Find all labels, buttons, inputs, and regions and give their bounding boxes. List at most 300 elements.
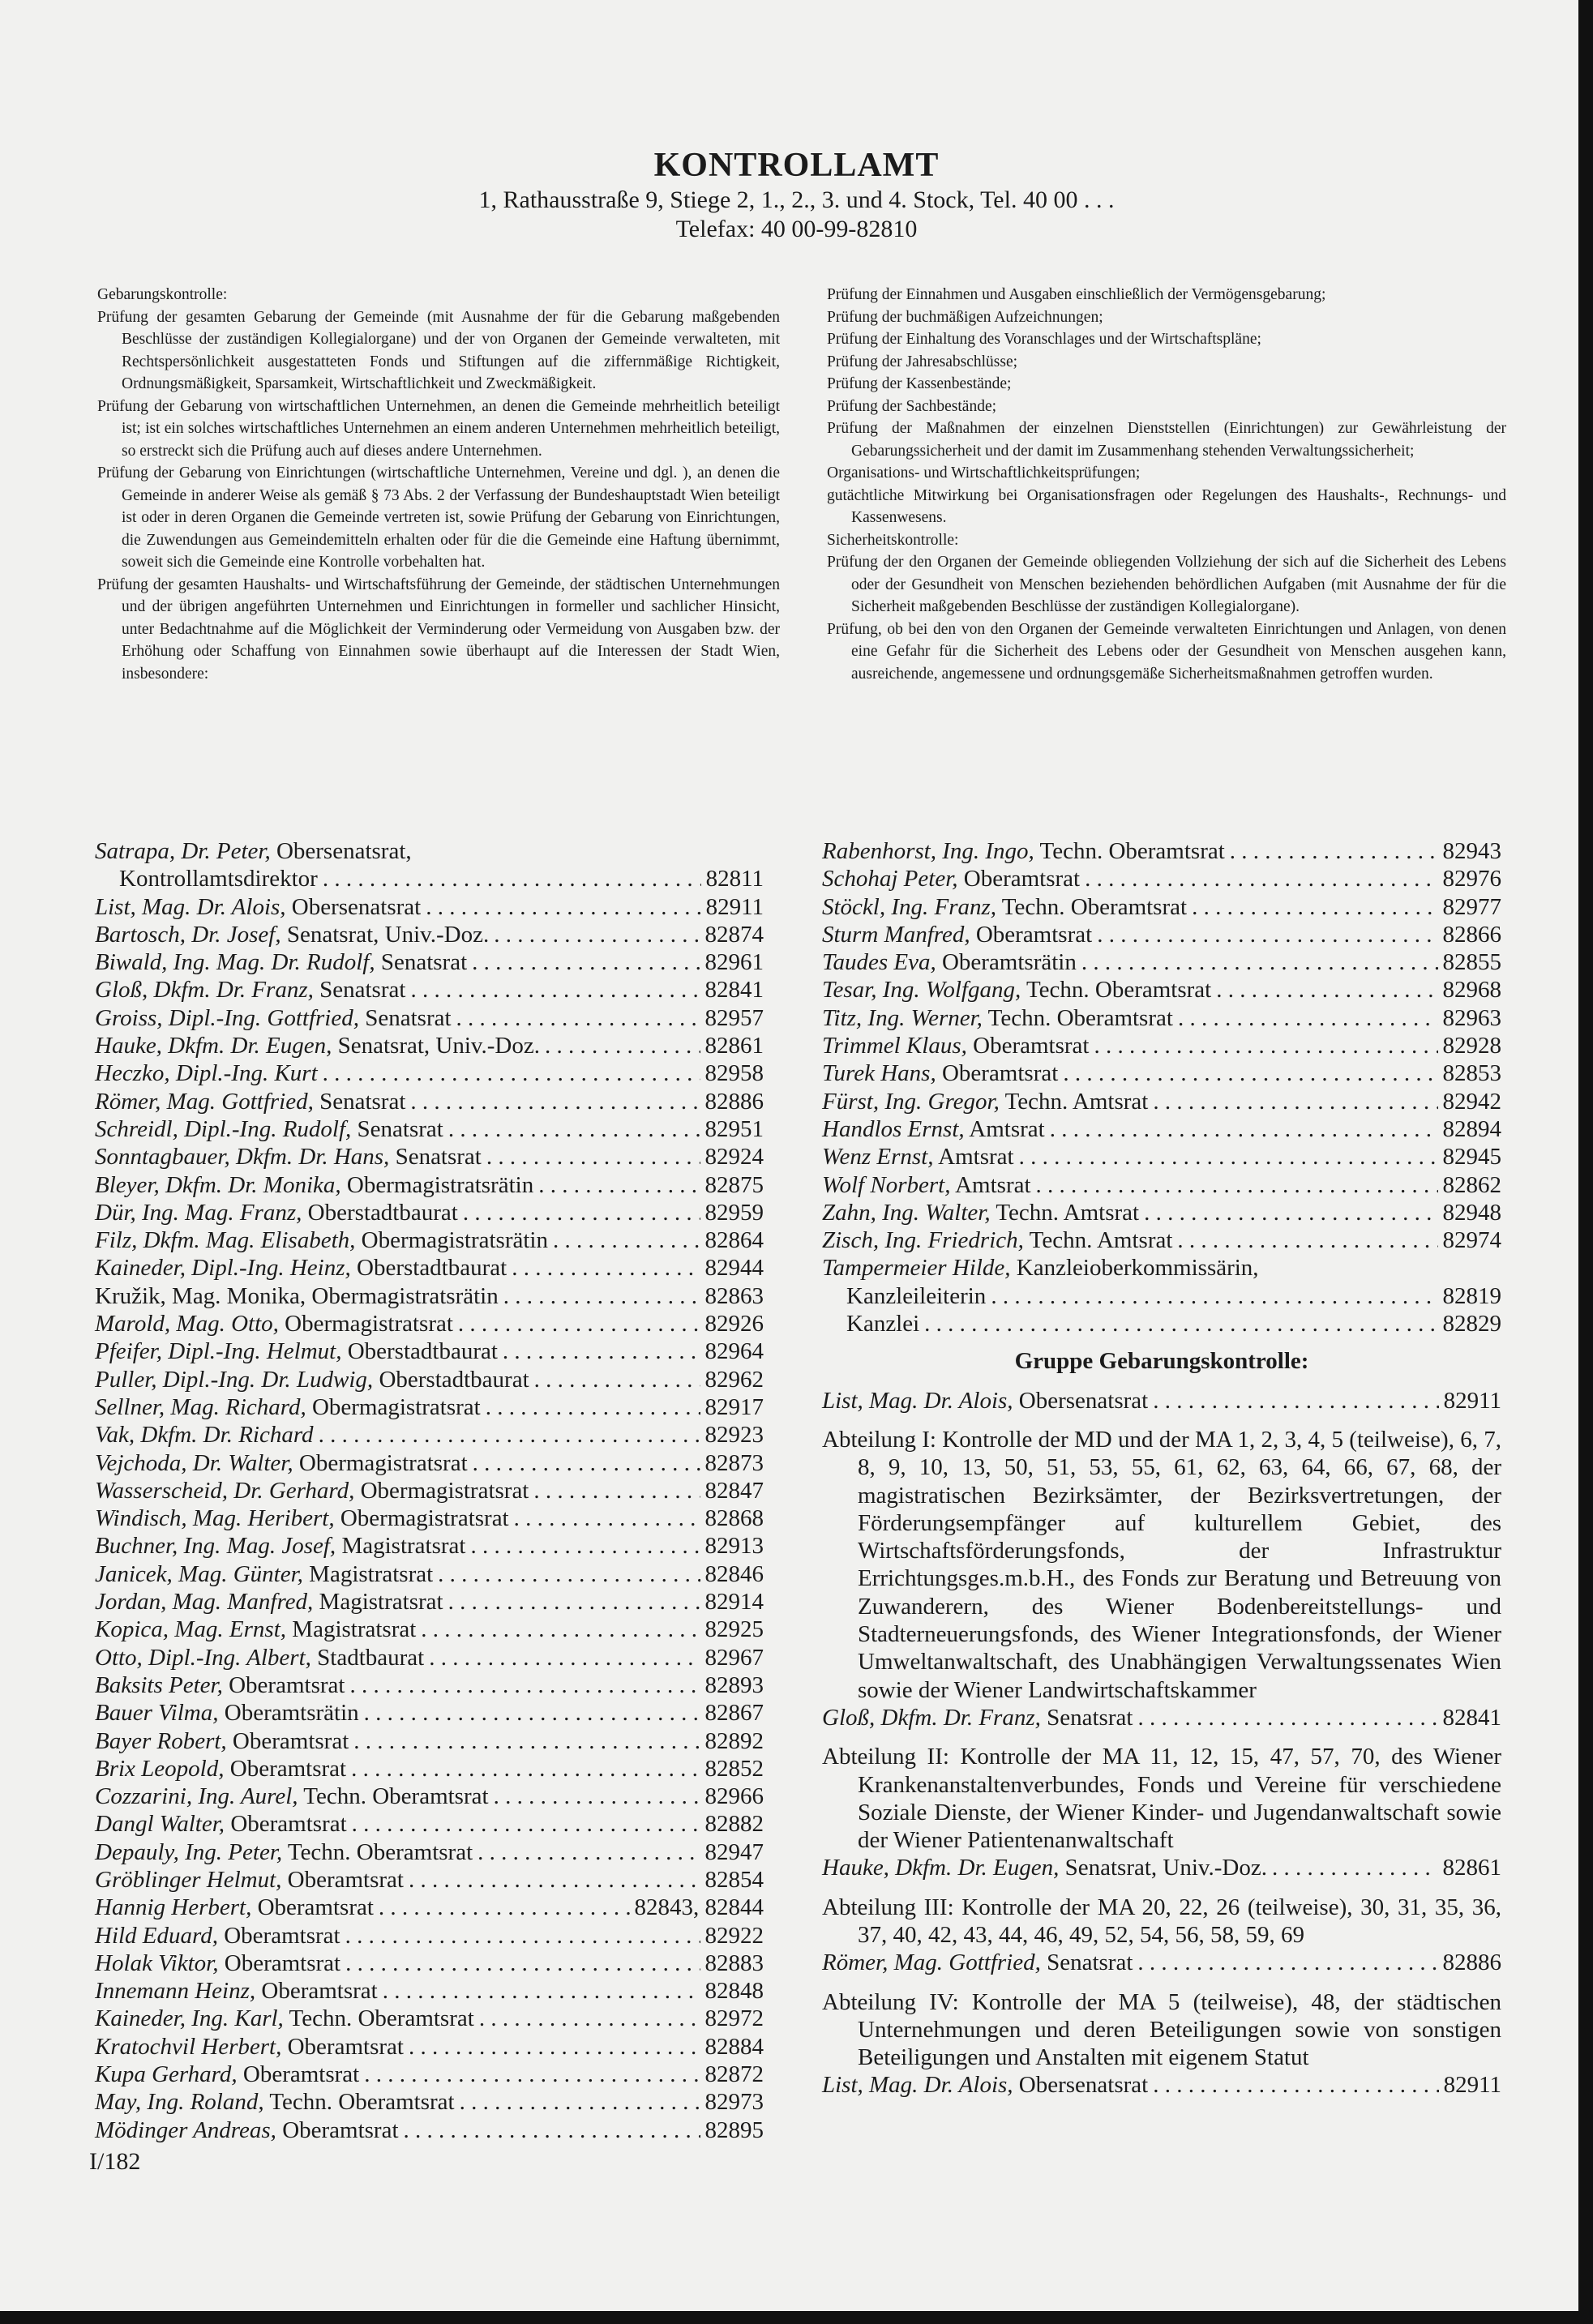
intro-paragraph: Gebarungskontrolle: <box>97 286 228 303</box>
intro-paragraph: Prüfung der Einhaltung des Voranschlages und der Wirtschaftspläne; <box>827 331 1261 348</box>
entry-title: Oberamtsrat <box>941 1060 1059 1087</box>
entry-text <box>822 865 1080 892</box>
entry-text <box>95 1393 481 1421</box>
dot-leader <box>1272 1854 1438 1881</box>
entry-title: Senatsrat <box>1047 1950 1133 1976</box>
entry-phone: 82974 <box>1442 1227 1501 1254</box>
page-title: KONTROLLAMT <box>653 147 940 184</box>
entry-phone: 82917 <box>704 1393 764 1420</box>
entry-phone: 82841 <box>704 977 764 1004</box>
entry-title: Senatsrat, Univ.-Doz. <box>286 921 490 948</box>
entry-title: Obermagistratsrat <box>311 1393 481 1420</box>
dot-leader <box>351 1755 700 1783</box>
dot-leader <box>1097 921 1437 948</box>
entry-phone: 82882 <box>704 1811 764 1838</box>
entry-phone: 82914 <box>704 1589 764 1616</box>
entry-name: List, Mag. Dr. Alois, <box>822 2072 1013 2099</box>
entry-phone: 82894 <box>1442 1115 1501 1142</box>
entry-name: Kaineder, Dipl.-Ing. Heinz, <box>95 1255 351 1282</box>
entry-text <box>95 1199 458 1226</box>
intro-paragraph: Prüfung der gesamten Haushalts- und Wirtschaftsführung der Gemeinde, der städtischen Unternehmungen und der übrigen angeführten Unternehmen und Einrichtungen in formeller und sachlicher Hinsicht, unter Bedachtnahme auf die Möglichkeit der Verminderung oder Vermeidung von Ausgaben bzw. der Erhöhung oder Schaffung von Einnahmen sowie überhaupt auf die Interessen der Stadt Wien, insbesondere: <box>97 576 780 683</box>
entry-phone: 82968 <box>1442 977 1501 1004</box>
dot-leader <box>1230 837 1438 865</box>
dot-leader <box>472 948 700 976</box>
entry-title: Oberamtsrat <box>287 2033 404 2060</box>
dot-leader <box>409 1866 700 1894</box>
entry-text <box>822 1059 1058 1087</box>
entry-text <box>822 837 1225 865</box>
entry-title: Amtsrat <box>938 1144 1014 1171</box>
dot-leader <box>533 1477 700 1504</box>
intro-paragraph: Prüfung der Einnahmen und Ausgaben einschließlich der Vermögensgebarung; <box>827 286 1326 303</box>
entry-phone: 82958 <box>704 1060 764 1087</box>
entry-name: Titz, Ing. Werner, <box>822 1004 983 1031</box>
dot-leader <box>1153 1088 1437 1115</box>
entry-name: Tampermeier Hilde, <box>822 1255 1011 1282</box>
entry-name: Bayer Robert, <box>95 1727 227 1754</box>
dot-leader <box>534 1366 700 1393</box>
entry-phone: 82924 <box>704 1144 764 1171</box>
entry-phone: 82863 <box>704 1282 764 1309</box>
entry-text <box>822 1387 1148 1415</box>
staff-entry <box>95 1616 764 1643</box>
entry-text <box>95 1560 433 1588</box>
entry-name: Vejchoda, Dr. Walter, <box>95 1449 293 1476</box>
entry-text <box>822 1199 1139 1226</box>
entry-name: Schreidl, Dipl.-Ing. Rudolf, <box>95 1115 352 1142</box>
entry-phone: 82855 <box>1442 949 1501 976</box>
entry-title: Stadtbaurat <box>317 1644 425 1671</box>
entry-phone: 82861 <box>1442 1855 1501 1881</box>
staff-entry <box>822 1854 1501 1881</box>
staff-entry <box>95 1588 764 1616</box>
entry-phone: 82861 <box>704 1033 764 1059</box>
entry-title: Obersenatsrat, <box>276 838 412 864</box>
entry-title: Oberamtsrat <box>224 1950 341 1976</box>
entry-text <box>95 1616 416 1643</box>
entry-text <box>95 1421 314 1449</box>
staff-entry <box>95 1671 764 1699</box>
dot-leader <box>410 976 700 1004</box>
entry-text <box>95 921 489 948</box>
staff-entry <box>95 1366 764 1393</box>
address-line: 1, Rathausstraße 9, Stiege 2, 1., 2., 3. und 4. Stock, Tel. 40 00 . . . <box>478 186 1115 213</box>
entry-name: Römer, Mag. Gottfried, <box>822 1950 1041 1976</box>
entry-title: Kanzleileiterin <box>846 1282 987 1309</box>
staff-entry <box>95 1977 764 2005</box>
entry-text <box>95 1282 499 1310</box>
department-block <box>822 1743 1501 1881</box>
dot-leader <box>1085 865 1437 892</box>
dot-leader <box>503 1282 700 1310</box>
entry-text <box>95 2061 359 2088</box>
dot-leader <box>494 1783 700 1810</box>
entry-title: Kanzlei <box>846 1311 920 1337</box>
staff-entry <box>95 1254 764 1282</box>
entry-title: Magistratsrat <box>341 1533 466 1560</box>
entry-title: Senatsrat <box>1047 1704 1133 1731</box>
entry-name: Kratochvil Herbert, <box>95 2033 282 2060</box>
staff-entry <box>95 976 764 1004</box>
staff-entry <box>95 1171 764 1199</box>
entry-title: Techn. Amtsrat <box>1004 1088 1149 1115</box>
entry-phone: 82841 <box>1442 1704 1501 1731</box>
staff-entry <box>95 893 764 921</box>
entry-phone: 82925 <box>704 1616 764 1643</box>
dot-leader <box>364 1699 700 1727</box>
staff-entry <box>95 1894 764 1921</box>
entry-text <box>822 1310 919 1337</box>
staff-entry <box>95 1866 764 1894</box>
entry-phone: 82962 <box>704 1366 764 1393</box>
entry-name: Groiss, Dipl.-Ing. Gottfried, <box>95 1004 359 1031</box>
entry-name: Fürst, Ing. Gregor, <box>822 1088 1000 1115</box>
entry-phone: 82911 <box>705 893 764 920</box>
staff-entry <box>95 1226 764 1254</box>
staff-entry <box>822 1310 1501 1337</box>
entry-text <box>95 1337 498 1365</box>
entry-name: Hauke, Dkfm. Dr. Eugen, <box>822 1855 1060 1881</box>
staff-entry <box>822 1004 1501 1032</box>
entry-text <box>822 948 1077 976</box>
entry-phone: 82963 <box>1442 1004 1501 1031</box>
intro-left-column <box>97 284 780 685</box>
entry-text <box>95 1004 452 1032</box>
entry-title: Obermagistratsrat <box>360 1477 529 1504</box>
entry-title: Oberstadtbaurat <box>307 1199 458 1226</box>
entry-phone: 82947 <box>704 1838 764 1865</box>
entry-text <box>822 1226 1172 1254</box>
entry-title: Techn. Amtsrat <box>1029 1227 1173 1254</box>
entry-text <box>95 1115 443 1143</box>
entry-text <box>95 1504 509 1532</box>
entry-title: Magistratsrat <box>292 1616 417 1643</box>
staff-entry <box>95 1421 764 1449</box>
entry-title: Amtsrat <box>955 1171 1031 1198</box>
entry-text <box>95 2088 455 2116</box>
staff-entry <box>95 837 764 865</box>
dot-leader <box>1063 1059 1437 1087</box>
entry-text <box>822 2071 1148 2099</box>
entry-name: Otto, Dipl.-Ing. Albert, <box>95 1644 311 1671</box>
intro-paragraph: Prüfung der Jahresabschlüsse; <box>827 353 1018 370</box>
dot-leader <box>512 1254 700 1282</box>
entry-phone: 82972 <box>704 2005 764 2032</box>
staff-entry <box>822 1949 1501 1976</box>
dot-leader <box>1081 948 1438 976</box>
dot-leader <box>410 1088 700 1115</box>
entry-name: Rabenhorst, Ing. Ingo, <box>822 838 1034 864</box>
entry-title: Oberstadtbaurat <box>357 1255 507 1282</box>
entry-text <box>95 1032 540 1059</box>
entry-text <box>95 1922 340 1950</box>
entry-phone: 82883 <box>704 1950 764 1976</box>
entry-title: Senatsrat <box>319 1088 406 1115</box>
entry-phone: 82944 <box>704 1255 764 1282</box>
dot-leader <box>429 1644 700 1671</box>
entry-name: Schohaj Peter, <box>822 866 958 892</box>
entry-phone: 82973 <box>704 2089 764 2116</box>
entry-phone: 82843, 82844 <box>634 1894 764 1921</box>
staff-entry <box>95 2033 764 2061</box>
entry-title: Oberamtsrat <box>963 866 1081 892</box>
entry-phone: 82862 <box>1442 1171 1501 1198</box>
entry-text <box>95 893 421 921</box>
entry-phone: 82895 <box>704 2116 764 2143</box>
intro-paragraph: Prüfung, ob bei den von den Organen der Gemeinde verwalteten Einrichtungen und Anlagen, von denen eine Gefahr für die Sicherheit des Lebens oder der Gesundheit von Menschen ausgehen kann, ausreichende, angemessene und ordnungsgemäße Sicherheitsmaßnahmen getroffen wurden. <box>827 620 1506 683</box>
entry-phone: 82875 <box>704 1171 764 1198</box>
entry-name: Hild Eduard, <box>95 1922 218 1949</box>
entry-phone: 82967 <box>704 1644 764 1671</box>
intro-paragraph: gutächtliche Mitwirkung bei Organisationsfragen oder Regelungen des Haushalts-, Rechnungs- und Kassenwesens. <box>827 486 1506 526</box>
staff-entry <box>95 1032 764 1059</box>
staff-entry <box>822 1282 1501 1310</box>
dot-leader <box>1050 1115 1438 1143</box>
entry-phone: 82948 <box>1442 1199 1501 1226</box>
entry-phone: 82829 <box>1442 1311 1501 1337</box>
staff-directory-right <box>822 837 1501 2099</box>
dot-leader <box>426 893 700 921</box>
entry-name: Janicek, Mag. Günter, <box>95 1560 303 1587</box>
entry-phone: 82848 <box>704 1978 764 2005</box>
staff-entry <box>95 948 764 976</box>
entry-title: Oberamtsrat <box>257 1894 374 1921</box>
entry-text <box>822 1704 1133 1731</box>
entry-name: Cozzarini, Ing. Aurel, <box>95 1783 298 1810</box>
entry-title: Kontrollamtsdirektor <box>119 866 318 892</box>
entry-name: Dür, Ing. Mag. Franz, <box>95 1199 302 1226</box>
entry-text <box>822 976 1211 1004</box>
entry-title: Oberamtsrätin <box>224 1700 359 1727</box>
entry-title: Senatsrat, Univ.-Doz. <box>1064 1855 1267 1881</box>
staff-entry <box>95 1810 764 1838</box>
staff-entry <box>95 1393 764 1421</box>
dot-leader <box>1144 1199 1437 1226</box>
entry-name: Vak, Dkfm. Dr. Richard <box>95 1422 314 1449</box>
entry-title: Obermagistratsrat <box>285 1311 453 1337</box>
dot-leader <box>538 1171 700 1199</box>
dot-leader <box>404 2116 700 2144</box>
entry-phone: 82866 <box>1442 921 1501 948</box>
entry-text <box>95 1671 345 1699</box>
entry-text <box>95 1254 507 1282</box>
entry-name: Sonntagbauer, Dkfm. Dr. Hans, <box>95 1144 390 1171</box>
group-title: Gruppe Gebarungskontrolle: <box>1014 1348 1309 1375</box>
entry-name: May, Ing. Roland, <box>95 2089 264 2116</box>
entry-name: Innemann Heinz, <box>95 1978 256 2005</box>
entry-name: Mödinger Andreas, <box>95 2116 276 2143</box>
entry-title: Oberamtsrat <box>229 1671 345 1698</box>
department-list <box>822 1426 1501 2099</box>
entry-name: Heczko, Dipl.-Ing. Kurt <box>95 1060 318 1087</box>
staff-entry <box>822 1143 1501 1171</box>
entry-title: Oberamtsrat <box>287 1866 404 1893</box>
entry-phone: 82846 <box>704 1560 764 1587</box>
entry-phone: 82957 <box>704 1004 764 1031</box>
entry-phone: 82872 <box>704 2061 764 2088</box>
entry-title: Oberamtsrätin <box>941 949 1077 976</box>
staff-entry <box>95 2061 764 2088</box>
dot-leader <box>458 1310 700 1337</box>
staff-entry <box>822 1088 1501 1115</box>
entry-phone: 82847 <box>704 1477 764 1504</box>
entry-name: Sturm Manfred, <box>822 921 970 948</box>
entry-text <box>822 1282 986 1310</box>
entry-title: Senatsrat <box>319 977 406 1004</box>
dot-leader <box>352 1810 700 1838</box>
entry-name: Bauer Vilma, <box>95 1700 219 1727</box>
staff-entry <box>95 865 764 892</box>
entry-text <box>95 1838 473 1866</box>
entry-name: Wenz Ernst, <box>822 1144 934 1171</box>
staff-entry <box>95 1727 764 1755</box>
entry-name: Buchner, Ing. Mag. Josef, <box>95 1533 336 1560</box>
staff-entry <box>95 1644 764 1671</box>
dot-leader <box>364 2061 700 2088</box>
staff-entry <box>95 1143 764 1171</box>
staff-entry <box>822 1226 1501 1254</box>
entry-text <box>95 1588 443 1616</box>
department-block <box>822 1894 1501 1977</box>
entry-title: Techn. Amtsrat <box>996 1199 1140 1226</box>
entry-phone: 82923 <box>704 1422 764 1449</box>
entry-text <box>95 2033 404 2061</box>
entry-name: Gloß, Dkfm. Dr. Franz, <box>822 1704 1041 1731</box>
entry-title: Techn. Oberamtsrat <box>269 2089 455 2116</box>
staff-entry <box>95 1449 764 1477</box>
staff-entry <box>822 1115 1501 1143</box>
entry-text <box>95 1894 374 1921</box>
dot-leader <box>545 1032 700 1059</box>
entry-name: Tesar, Ing. Wolfgang, <box>822 977 1021 1004</box>
entry-text <box>822 1088 1148 1115</box>
staff-entry <box>822 865 1501 892</box>
entry-name: Gröblinger Helmut, <box>95 1866 282 1893</box>
entry-name: Zahn, Ing. Walter, <box>822 1199 991 1226</box>
entry-name: Biwald, Ing. Mag. Dr. Rudolf, <box>95 949 375 976</box>
dot-leader <box>503 1337 700 1365</box>
entry-title: Senatsrat, Univ.-Doz. <box>337 1033 540 1059</box>
entry-phone: 82852 <box>704 1755 764 1782</box>
entry-name: Bartosch, Dr. Josef, <box>95 921 281 948</box>
entry-text <box>95 1810 347 1838</box>
dot-leader <box>514 1504 700 1532</box>
dot-leader <box>1216 976 1437 1004</box>
staff-entry <box>95 1532 764 1560</box>
entry-name: Sellner, Mag. Richard, <box>95 1393 306 1420</box>
staff-entry <box>822 1704 1501 1731</box>
entry-phone: 82854 <box>704 1866 764 1893</box>
entry-title: Techn. Oberamtsrat <box>303 1783 489 1810</box>
dot-leader <box>486 1393 700 1421</box>
entry-text <box>95 1059 318 1087</box>
staff-entry <box>95 1560 764 1588</box>
entry-name: Stöckl, Ing. Franz, <box>822 893 997 920</box>
entry-phone: 82911 <box>1443 1387 1501 1414</box>
entry-title: Oberamtsrat <box>229 1755 347 1782</box>
entry-phone: 82864 <box>704 1227 764 1254</box>
dot-leader <box>1177 1226 1437 1254</box>
entry-text <box>95 837 412 865</box>
entry-text <box>95 948 467 976</box>
staff-entry <box>822 2071 1501 2099</box>
entry-title: Oberamtsrat <box>973 1033 1090 1059</box>
entry-name: Zisch, Ing. Friedrich, <box>822 1227 1024 1254</box>
entry-name: Wolf Norbert, <box>822 1171 951 1198</box>
entry-phone: 82819 <box>1442 1282 1501 1309</box>
staff-entry <box>95 1004 764 1032</box>
entry-phone: 82951 <box>704 1115 764 1142</box>
staff-entry <box>95 1950 764 1977</box>
entry-phone: 82959 <box>704 1199 764 1226</box>
intro-paragraph: Prüfung der Gebarung von wirtschaftlichen Unternehmen, an denen die Gemeinde mehrheitlich beteiligt ist; ist ein solches wirtschaftliches Unternehmen an einem anderen Unternehmen mehrheitlich beteiligt, so erstreckt sich die Prüfung auch auf dieses andere Unternehmen. <box>97 397 780 460</box>
entry-text <box>95 1088 405 1115</box>
intro-right-column <box>827 284 1506 685</box>
entry-text <box>95 1226 548 1254</box>
entry-text <box>95 1755 346 1783</box>
dot-leader <box>486 1143 700 1171</box>
fax-line: Telefax: 40 00-99-82810 <box>675 216 918 242</box>
entry-name: Baksits Peter, <box>95 1671 223 1698</box>
dot-leader <box>345 1950 700 1977</box>
entry-text <box>95 1143 482 1171</box>
entry-title: Obersenatsrat <box>1018 1387 1149 1414</box>
dot-leader <box>448 1588 700 1616</box>
staff-entry <box>822 976 1501 1004</box>
dot-leader <box>473 1449 700 1477</box>
dot-leader <box>1036 1171 1438 1199</box>
entry-title: Oberstadtbaurat <box>347 1338 498 1365</box>
entry-title: Techn. Oberamtsrat <box>1001 893 1188 920</box>
entry-text <box>95 1783 489 1810</box>
entry-text <box>95 976 405 1004</box>
entry-text <box>822 1115 1045 1143</box>
department-description: Abteilung IV: Kontrolle der MA 5 (teilweise), 48, der städtischen Unternehmungen und deren Beteiligungen sowie von sonstigen Beteiligungen und Anstalten mit eigenem Statut <box>822 1988 1501 2071</box>
staff-entry <box>95 1310 764 1337</box>
entry-name: Holak Viktor, <box>95 1950 219 1976</box>
entry-name: Gloß, Dkfm. Dr. Franz, <box>95 977 314 1004</box>
entry-text <box>95 1477 529 1504</box>
staff-entry <box>95 1282 764 1310</box>
entry-text <box>95 1171 533 1199</box>
entry-text <box>822 893 1187 921</box>
entry-phone: 82892 <box>704 1727 764 1754</box>
intro-paragraph: Prüfung der den Organen der Gemeinde obliegenden Vollziehung der sich auf die Sicherheit des Lebens oder der Gesundheit von Menschen beziehenden behördlichen Aufgaben (mit Ausnahme der für die Sicherheit maßgebenden Beschlüsse der zuständigen Kollegialorgane). <box>827 554 1506 615</box>
entry-title: Techn. Oberamtsrat <box>1039 838 1225 864</box>
intro-paragraph: Prüfung der gesamten Gebarung der Gemeinde (mit Ausnahme der für die Gebarung maßgebenden Beschlüsse der zuständigen Kollegialorgane) und der von Organen der Gemeinde verwalteten, mit Rechtspersönlichkeit ausgestatteten Fonds und Stiftungen auf die ziffernmäßige Richtigkeit, Ordnungsmäßigkeit, Sparsamkeit, Wirtschaftlichkeit und Zweckmäßigkeit. <box>97 308 780 392</box>
entry-phone: 82886 <box>704 1088 764 1115</box>
entry-text <box>95 1366 529 1393</box>
entry-name: Filz, Dkfm. Mag. Elisabeth, <box>95 1227 356 1254</box>
entry-phone: 82884 <box>704 2033 764 2060</box>
dot-leader <box>479 2005 700 2032</box>
entry-title: Obermagistratsrätin <box>361 1227 548 1254</box>
staff-entry <box>95 1699 764 1727</box>
entry-title: Oberstadtbaurat <box>379 1366 529 1393</box>
entry-phone: 82874 <box>704 921 764 948</box>
entry-text <box>95 2116 399 2144</box>
staff-entry <box>95 1783 764 1810</box>
entry-name: Pfeifer, Dipl.-Ing. Helmut, <box>95 1338 342 1365</box>
dot-leader <box>1137 1949 1437 1976</box>
dot-leader <box>383 1977 700 2005</box>
intro-paragraph: Prüfung der Sachbestände; <box>827 397 997 415</box>
department-description: Abteilung I: Kontrolle der MD und der MA 1, 2, 3, 4, 5 (teilweise), 6, 7, 8, 9, 10, 13, 50, 51, 53, 55, 61, 62, 63, 64, 66, 67, 68, der magistratischen Bezirksämter, der Bezirksvertretungen, der Förderungsempfänger auf kulturellem Gebiet, des Wirtschaftsförderungsfonds, der Infrastruktur Errichtungsges.m.b.H., des Fonds zur Beratung und Betreuung von Zuwanderern, des Wiener Bodenbereitstellungs- und Stadterneuerungsfonds, des Wiener Integrationsfonds, der Wiener Umweltanwaltschaft, des Unabhängigen Verwaltungssenates Wien sowie der Wiener Landwirtschaftskammer <box>822 1426 1501 1703</box>
entry-phone: 82867 <box>704 1700 764 1727</box>
entry-phone: 82943 <box>1442 838 1501 864</box>
entry-name: Handlos Ernst, <box>822 1115 965 1142</box>
staff-directory-left <box>95 837 764 2144</box>
